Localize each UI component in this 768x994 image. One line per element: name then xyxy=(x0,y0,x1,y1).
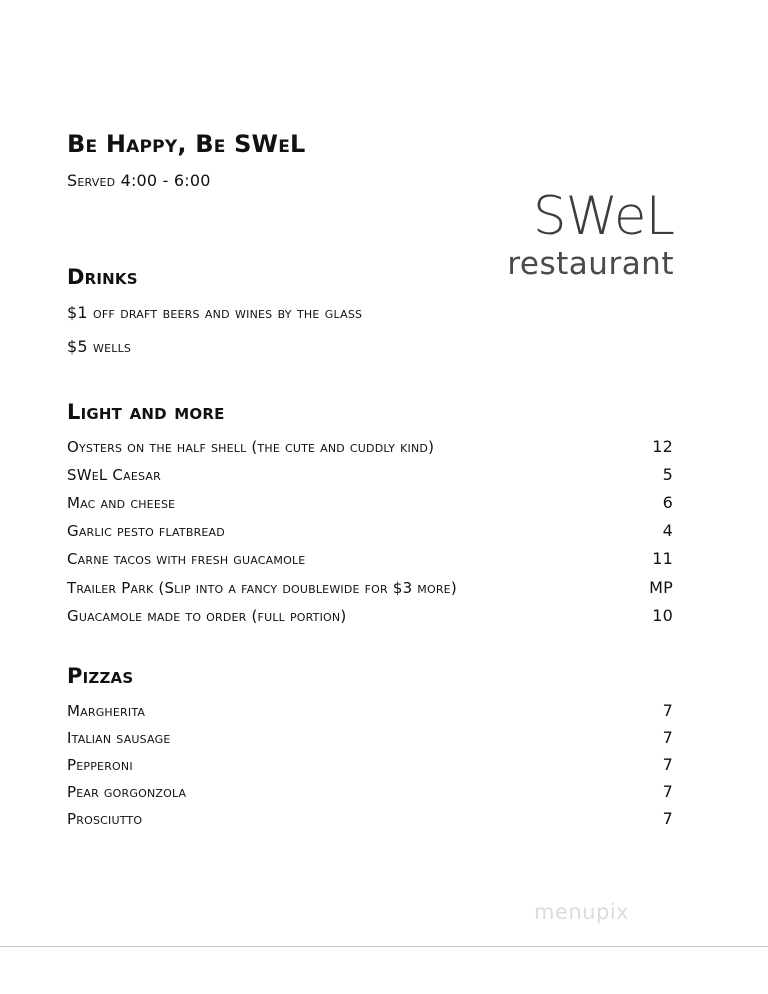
menu-item xyxy=(67,520,673,542)
menu-item-name: Pepperoni xyxy=(67,756,133,774)
menu-item xyxy=(67,808,673,830)
served-hours: Served 4:00 - 6:00 xyxy=(67,171,211,190)
menu-item-price: 4 xyxy=(662,521,673,540)
menu-item-name: Guacamole made to order (full portion) xyxy=(67,607,347,625)
menu-item-price: 7 xyxy=(662,809,673,828)
menu-item xyxy=(67,548,673,570)
menu-item-name: Oysters on the half shell (the cute and cuddly kind) xyxy=(67,438,435,456)
logo-name: SWeL xyxy=(532,186,674,247)
menu-item-name: Garlic pesto flatbread xyxy=(67,522,225,540)
menu-item-price: 11 xyxy=(652,549,673,568)
menu-item-name: Pear gorgonzola xyxy=(67,783,187,801)
menu-item-name: Mac and cheese xyxy=(67,494,176,512)
pizzas-heading: Pizzas xyxy=(67,664,134,688)
menu-item-name: Carne tacos with fresh guacamole xyxy=(67,550,306,568)
restaurant-logo xyxy=(496,186,676,290)
menu-item-price: 5 xyxy=(662,465,673,484)
menu-item-price: 12 xyxy=(652,437,673,456)
drink-item: $1 off draft beers and wines by the glass xyxy=(67,303,363,322)
menu-item-price: 7 xyxy=(662,701,673,720)
menu-item xyxy=(67,605,673,627)
menu-item xyxy=(67,577,673,599)
menu-item xyxy=(67,464,673,486)
menu-item xyxy=(67,436,673,458)
menu-item-price: MP xyxy=(649,578,673,597)
menu-item-name: Prosciutto xyxy=(67,810,143,828)
menu-item xyxy=(67,727,673,749)
logo-subtitle: restaurant xyxy=(507,246,674,282)
menu-item xyxy=(67,700,673,722)
light-heading: Light and more xyxy=(67,400,225,424)
menu-item-price: 7 xyxy=(662,782,673,801)
menu-item-price: 6 xyxy=(662,493,673,512)
menu-item-name: SWeL Caesar xyxy=(67,466,161,484)
menu-title: Be Happy, Be SWeL xyxy=(67,130,306,158)
menu-item xyxy=(67,781,673,803)
menu-item-price: 7 xyxy=(662,728,673,747)
watermark: menupix xyxy=(534,900,630,924)
menu-item-price: 10 xyxy=(652,606,673,625)
bottom-divider xyxy=(0,946,768,947)
menu-item-name: Italian sausage xyxy=(67,729,171,747)
menu-item xyxy=(67,492,673,514)
menu-item xyxy=(67,754,673,776)
menu-item-name: Margherita xyxy=(67,702,146,720)
drinks-heading: Drinks xyxy=(67,265,138,289)
menu-item-price: 7 xyxy=(662,755,673,774)
drink-item: $5 wells xyxy=(67,337,132,356)
menu-item-name: Trailer Park (Slip into a fancy doublewide for $3 more) xyxy=(67,579,457,597)
